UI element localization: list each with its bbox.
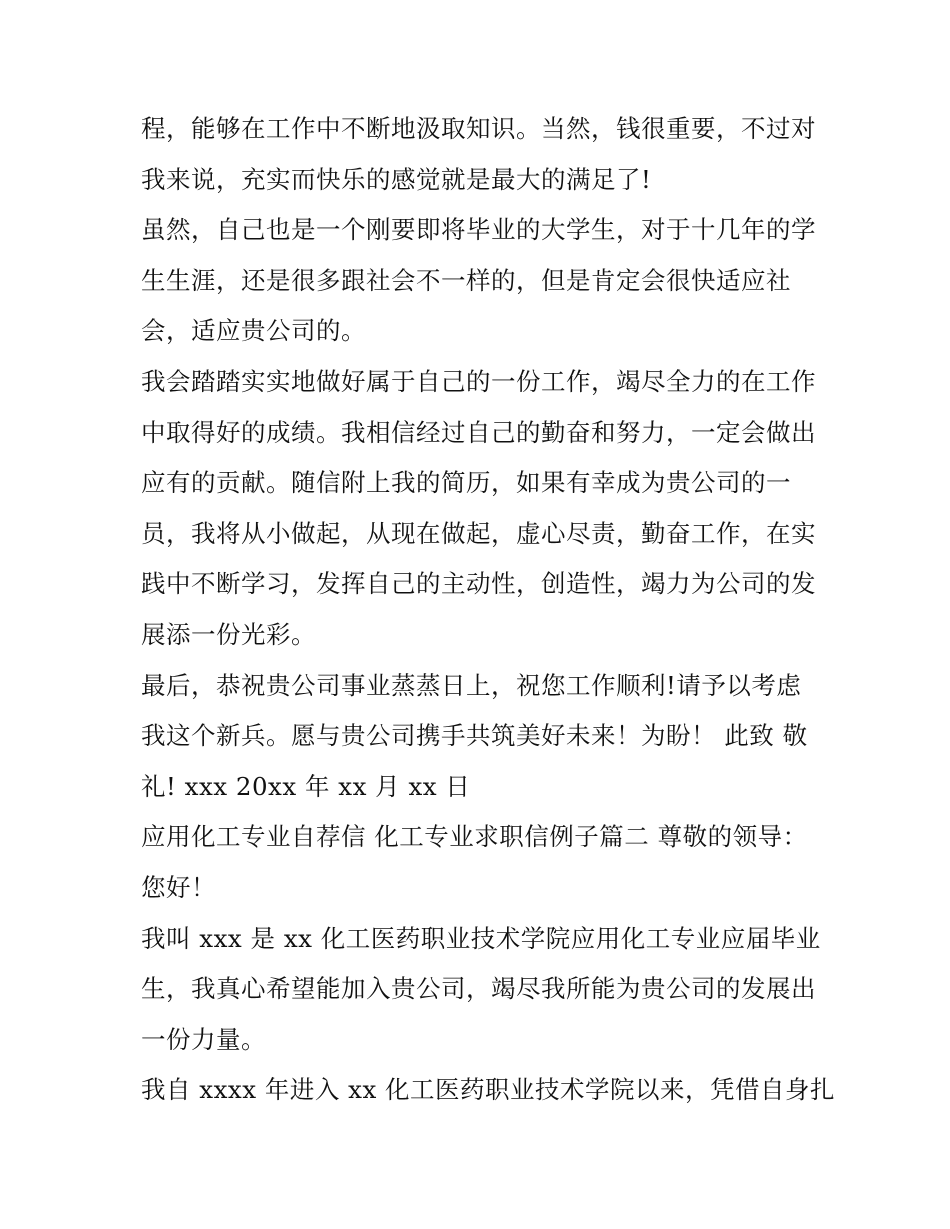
text-line: 虽然，自己也是一个刚要即将毕业的大学生，对于十几年的学 [141, 215, 816, 245]
text-line: 最后，恭祝贵公司事业蒸蒸日上，祝您工作顺利!请予以考虑 [141, 670, 802, 700]
text-line: 程，能够在工作中不断地汲取知识。当然，钱很重要，不过对 [141, 114, 816, 143]
text-line: 会，适应贵公司的。 [141, 316, 366, 346]
text-line: 生生涯，还是很多跟社会不一样的，但是肯定会很快适应社 [141, 265, 791, 295]
text-line: 我自 xxxx 年进入 xx 化工医药职业技术学院以来，凭借自身扎 [141, 1075, 836, 1105]
text-line: 员，我将从小做起，从现在做起，虚心尽责，勤奋工作，在实 [141, 518, 816, 548]
text-line: 我会踏踏实实地做好属于自己的一份工作，竭尽全力的在工作 [141, 366, 816, 396]
text-line: 我这个新兵。愿与贵公司携手共筑美好未来！为盼！ 此致 敬 [141, 721, 808, 751]
text-line: 生，我真心希望能加入贵公司，竭尽我所能为贵公司的发展出 [141, 974, 816, 1004]
text-line: 展添一份光彩。 [141, 619, 316, 649]
text-line: 您好！ [141, 872, 216, 902]
text-line: 我来说，充实而快乐的感觉就是最大的满足了! [141, 164, 652, 194]
text-line: 中取得好的成绩。我相信经过自己的勤奋和努力，一定会做出 [141, 417, 816, 447]
text-line: 应用化工专业自荐信 化工专业求职信例子篇二 尊敬的领导： [141, 822, 808, 852]
text-line: 我叫 xxx 是 xx 化工医药职业技术学院应用化工专业应届毕业 [141, 923, 821, 953]
text-line: 一份力量。 [141, 1024, 266, 1054]
text-line: 践中不断学习，发挥自己的主动性，创造性，竭力为公司的发 [141, 569, 816, 599]
text-line: 礼! xxx 20xx 年 xx 月 xx 日 [141, 771, 471, 801]
text-line: 应有的贡献。随信附上我的简历，如果有幸成为贵公司的一 [141, 468, 791, 498]
